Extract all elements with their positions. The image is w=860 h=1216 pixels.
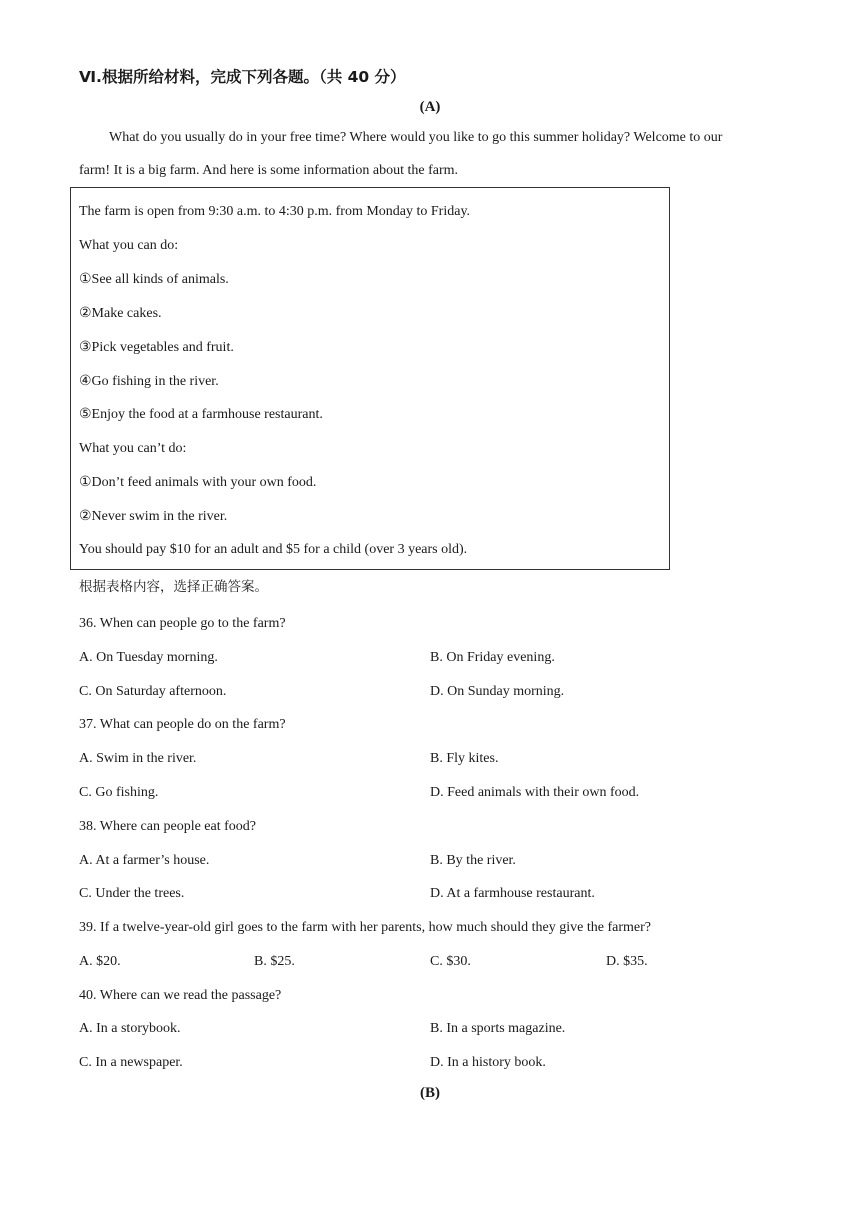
info-line-hours: The farm is open from 9:30 a.m. to 4:30 p.m. from Monday to Friday. (79, 204, 471, 219)
info-line-cant-do-2: ②Never swim in the river. (79, 509, 228, 524)
section-a-label: (A) (419, 99, 441, 115)
question-38-option-d: D. At a farmhouse restaurant. (430, 886, 595, 901)
question-36-option-d: D. On Sunday morning. (430, 684, 565, 699)
question-36-option-b: B. On Friday evening. (430, 650, 555, 665)
question-40-option-d: D. In a history book. (430, 1055, 546, 1070)
question-39-option-b: B. $25. (254, 954, 295, 969)
question-36-option-c: C. On Saturday afternoon. (79, 684, 227, 699)
intro-line-2: farm! It is a big farm. And here is some information about the farm. (79, 163, 459, 178)
farm-info-box (70, 187, 670, 570)
question-39-stem: 39. If a twelve-year-old girl goes to the farm with her parents, how much should they give the farmer? (79, 920, 651, 935)
question-37-option-d: D. Feed animals with their own food. (430, 785, 640, 800)
info-line-cant-do-1: ①Don’t feed animals with your own food. (79, 475, 317, 490)
info-line-can-do-5: ⑤Enjoy the food at a farmhouse restaurant. (79, 407, 323, 422)
instruction-text: 根据表格内容，选择正确答案。 (79, 579, 268, 595)
question-40-option-a: A. In a storybook. (79, 1021, 181, 1036)
question-40-option-c: C. In a newspaper. (79, 1055, 183, 1070)
question-37-stem: 37. What can people do on the farm? (79, 717, 286, 732)
question-39-option-a: A. $20. (79, 954, 121, 969)
question-36-option-a: A. On Tuesday morning. (79, 650, 218, 665)
intro-line-1: What do you usually do in your free time? Where would you like to go this summer holiday? Welcome to our (109, 130, 723, 145)
question-37-option-c: C. Go fishing. (79, 785, 159, 800)
info-line-can-do-2: ②Make cakes. (79, 306, 162, 321)
question-37-option-b: B. Fly kites. (430, 751, 499, 766)
question-38-stem: 38. Where can people eat food? (79, 819, 256, 834)
section-heading (79, 70, 406, 86)
info-line-cant-do-heading: What you can’t do: (79, 441, 187, 456)
info-line-can-do-4: ④Go fishing in the river. (79, 374, 219, 389)
question-38-option-c: C. Under the trees. (79, 886, 185, 901)
heading-text: 根据所给材料，完成下列各题。（共 40 分） (101, 68, 406, 86)
info-line-can-do-3: ③Pick vegetables and fruit. (79, 340, 234, 355)
question-40-option-b: B. In a sports magazine. (430, 1021, 566, 1036)
question-39-option-c: C. $30. (430, 954, 471, 969)
question-36-stem: 36. When can people go to the farm? (79, 616, 286, 631)
question-38-option-a: A. At a farmer’s house. (79, 853, 210, 868)
info-line-can-do-heading: What you can do: (79, 238, 179, 253)
section-b-label: (B) (420, 1085, 440, 1101)
question-38-option-b: B. By the river. (430, 853, 516, 868)
heading-numeral: Ⅵ. (79, 68, 102, 86)
info-line-can-do-1: ①See all kinds of animals. (79, 272, 229, 287)
info-line-price: You should pay $10 for an adult and $5 for a child (over 3 years old). (79, 542, 468, 557)
question-40-stem: 40. Where can we read the passage? (79, 988, 282, 1003)
question-37-option-a: A. Swim in the river. (79, 751, 197, 766)
question-39-option-d: D. $35. (606, 954, 648, 969)
